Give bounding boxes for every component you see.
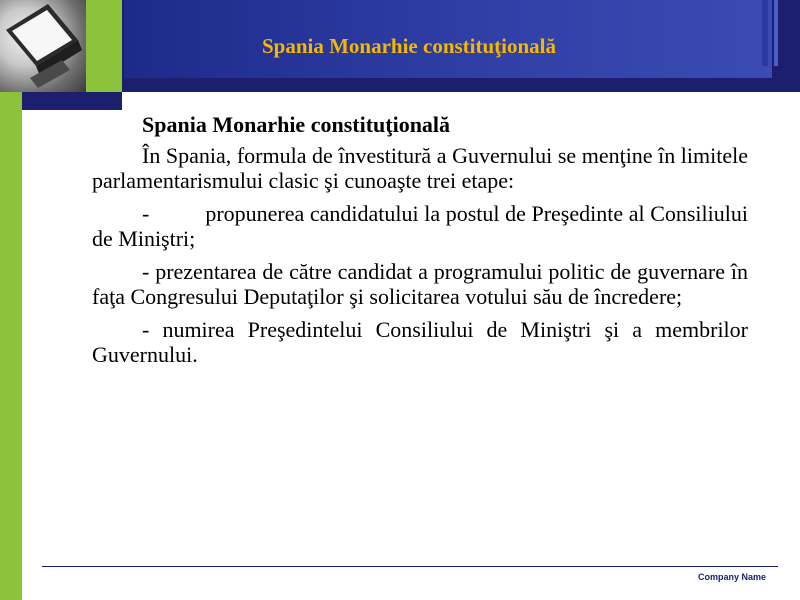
header-accent-block xyxy=(86,0,122,92)
content-paragraph: În Spania, formula de învestitură a Guvernului se menţine în limitele parlamentarismului clasic şi cunoaşte trei etape: xyxy=(92,143,748,193)
company-name: Company Name xyxy=(697,572,766,582)
computer-monitor-icon xyxy=(0,0,86,92)
footer-divider xyxy=(42,566,778,567)
left-navy-strip xyxy=(22,92,122,110)
content-paragraph: - prezentarea de către candidat a programului politic de guvernare în faţa Congresului Deputaţilor şi solicitarea votului său de încredere; xyxy=(92,259,748,309)
header-stripe xyxy=(762,0,768,66)
content-paragraph: - numirea Preşedintelui Consiliului de Miniştri şi a membrilor Guvernului. xyxy=(92,317,748,367)
slide-title: Spania Monarhie constituţională xyxy=(261,34,557,58)
header-stripe xyxy=(774,0,778,66)
slide-content xyxy=(92,112,754,375)
left-accent-strip xyxy=(0,92,22,600)
content-subtitle: Spania Monarhie constituţională xyxy=(142,112,451,137)
content-paragraph: - propunerea candidatului la postul de Preşedinte al Consiliului de Miniştri; xyxy=(92,201,754,251)
